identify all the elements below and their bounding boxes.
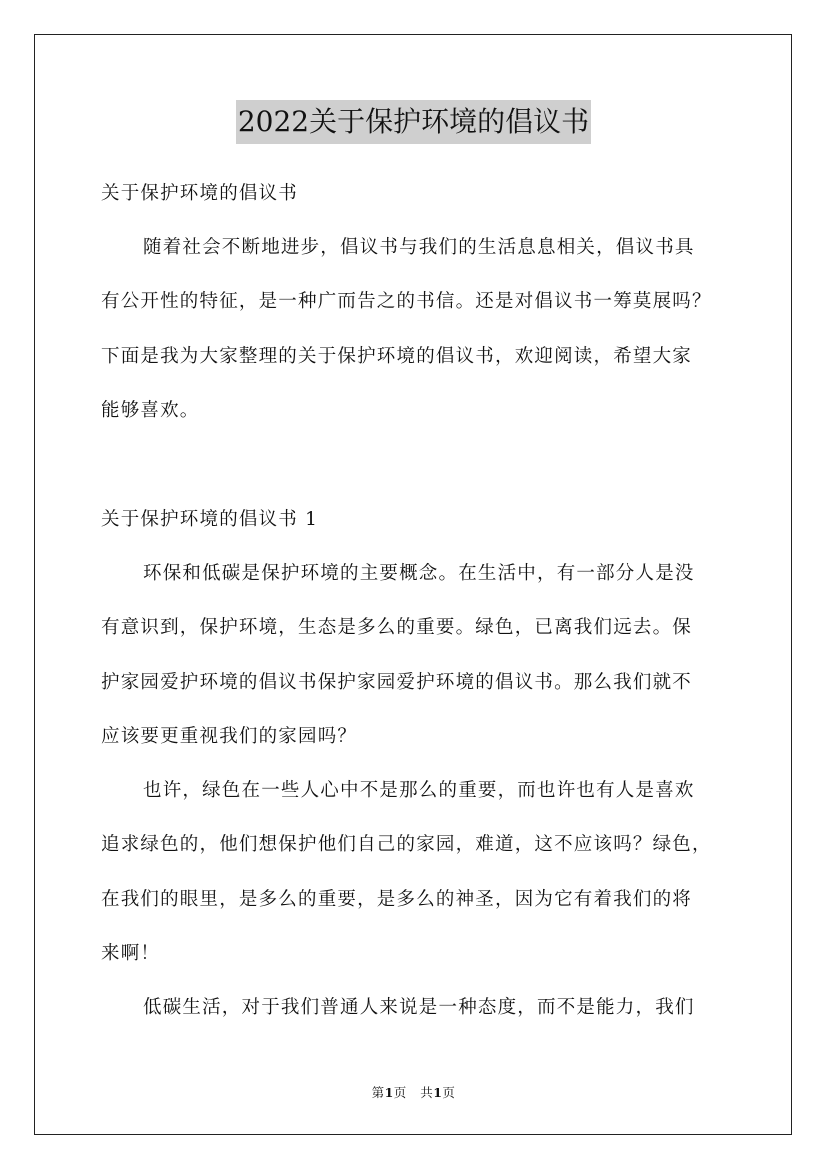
paragraph-line: 护家园爱护环境的倡议书保护家园爱护环境的倡议书。那么我们就不 (101, 672, 693, 693)
subtitle: 关于保护环境的倡议书 (101, 183, 299, 204)
paragraph-line: 有意识到，保护环境，生态是多么的重要。绿色，已离我们远去。保 (101, 617, 693, 638)
paragraph-line: 下面是我为大家整理的关于保护环境的倡议书，欢迎阅读，希望大家 (101, 346, 693, 367)
paragraph-line: 低碳生活，对于我们普通人来说是一种态度，而不是能力，我们 (143, 997, 695, 1018)
footer-page-number: 1 (384, 1085, 394, 1100)
paragraph-line: 随着社会不断地进步，倡议书与我们的生活息息相关，倡议书具 (143, 237, 695, 258)
paragraph-line: 在我们的眼里，是多么的重要，是多么的神圣，因为它有着我们的将 (101, 889, 693, 910)
document-title: 2022关于保护环境的倡议书 (236, 100, 591, 144)
footer-prefix: 第 (371, 1085, 385, 1100)
footer-suffix: 页 (442, 1085, 456, 1100)
title-wrap (0, 100, 827, 144)
paragraph-line: 也许，绿色在一些人心中不是那么的重要，而也许也有人是喜欢 (143, 780, 695, 801)
paragraph-line: 追求绿色的，他们想保护他们自己的家园，难道，这不应该吗？绿色， (101, 834, 712, 855)
paragraph-line: 有公开性的特征，是一种广而告之的书信。还是对倡议书一筹莫展吗？ (101, 291, 712, 312)
paragraph-line: 环保和低碳是保护环境的主要概念。在生活中，有一部分人是没 (143, 563, 695, 584)
section-heading: 关于保护环境的倡议书 1 (101, 509, 319, 530)
paragraph-line: 能够喜欢。 (101, 400, 200, 421)
footer-mid: 页 共 (393, 1085, 434, 1100)
page-footer (0, 1083, 827, 1101)
paragraph-line: 来啊！ (101, 943, 161, 964)
footer-page-total: 1 (433, 1085, 443, 1100)
paragraph-line: 应该要更重视我们的家园吗？ (101, 726, 358, 747)
